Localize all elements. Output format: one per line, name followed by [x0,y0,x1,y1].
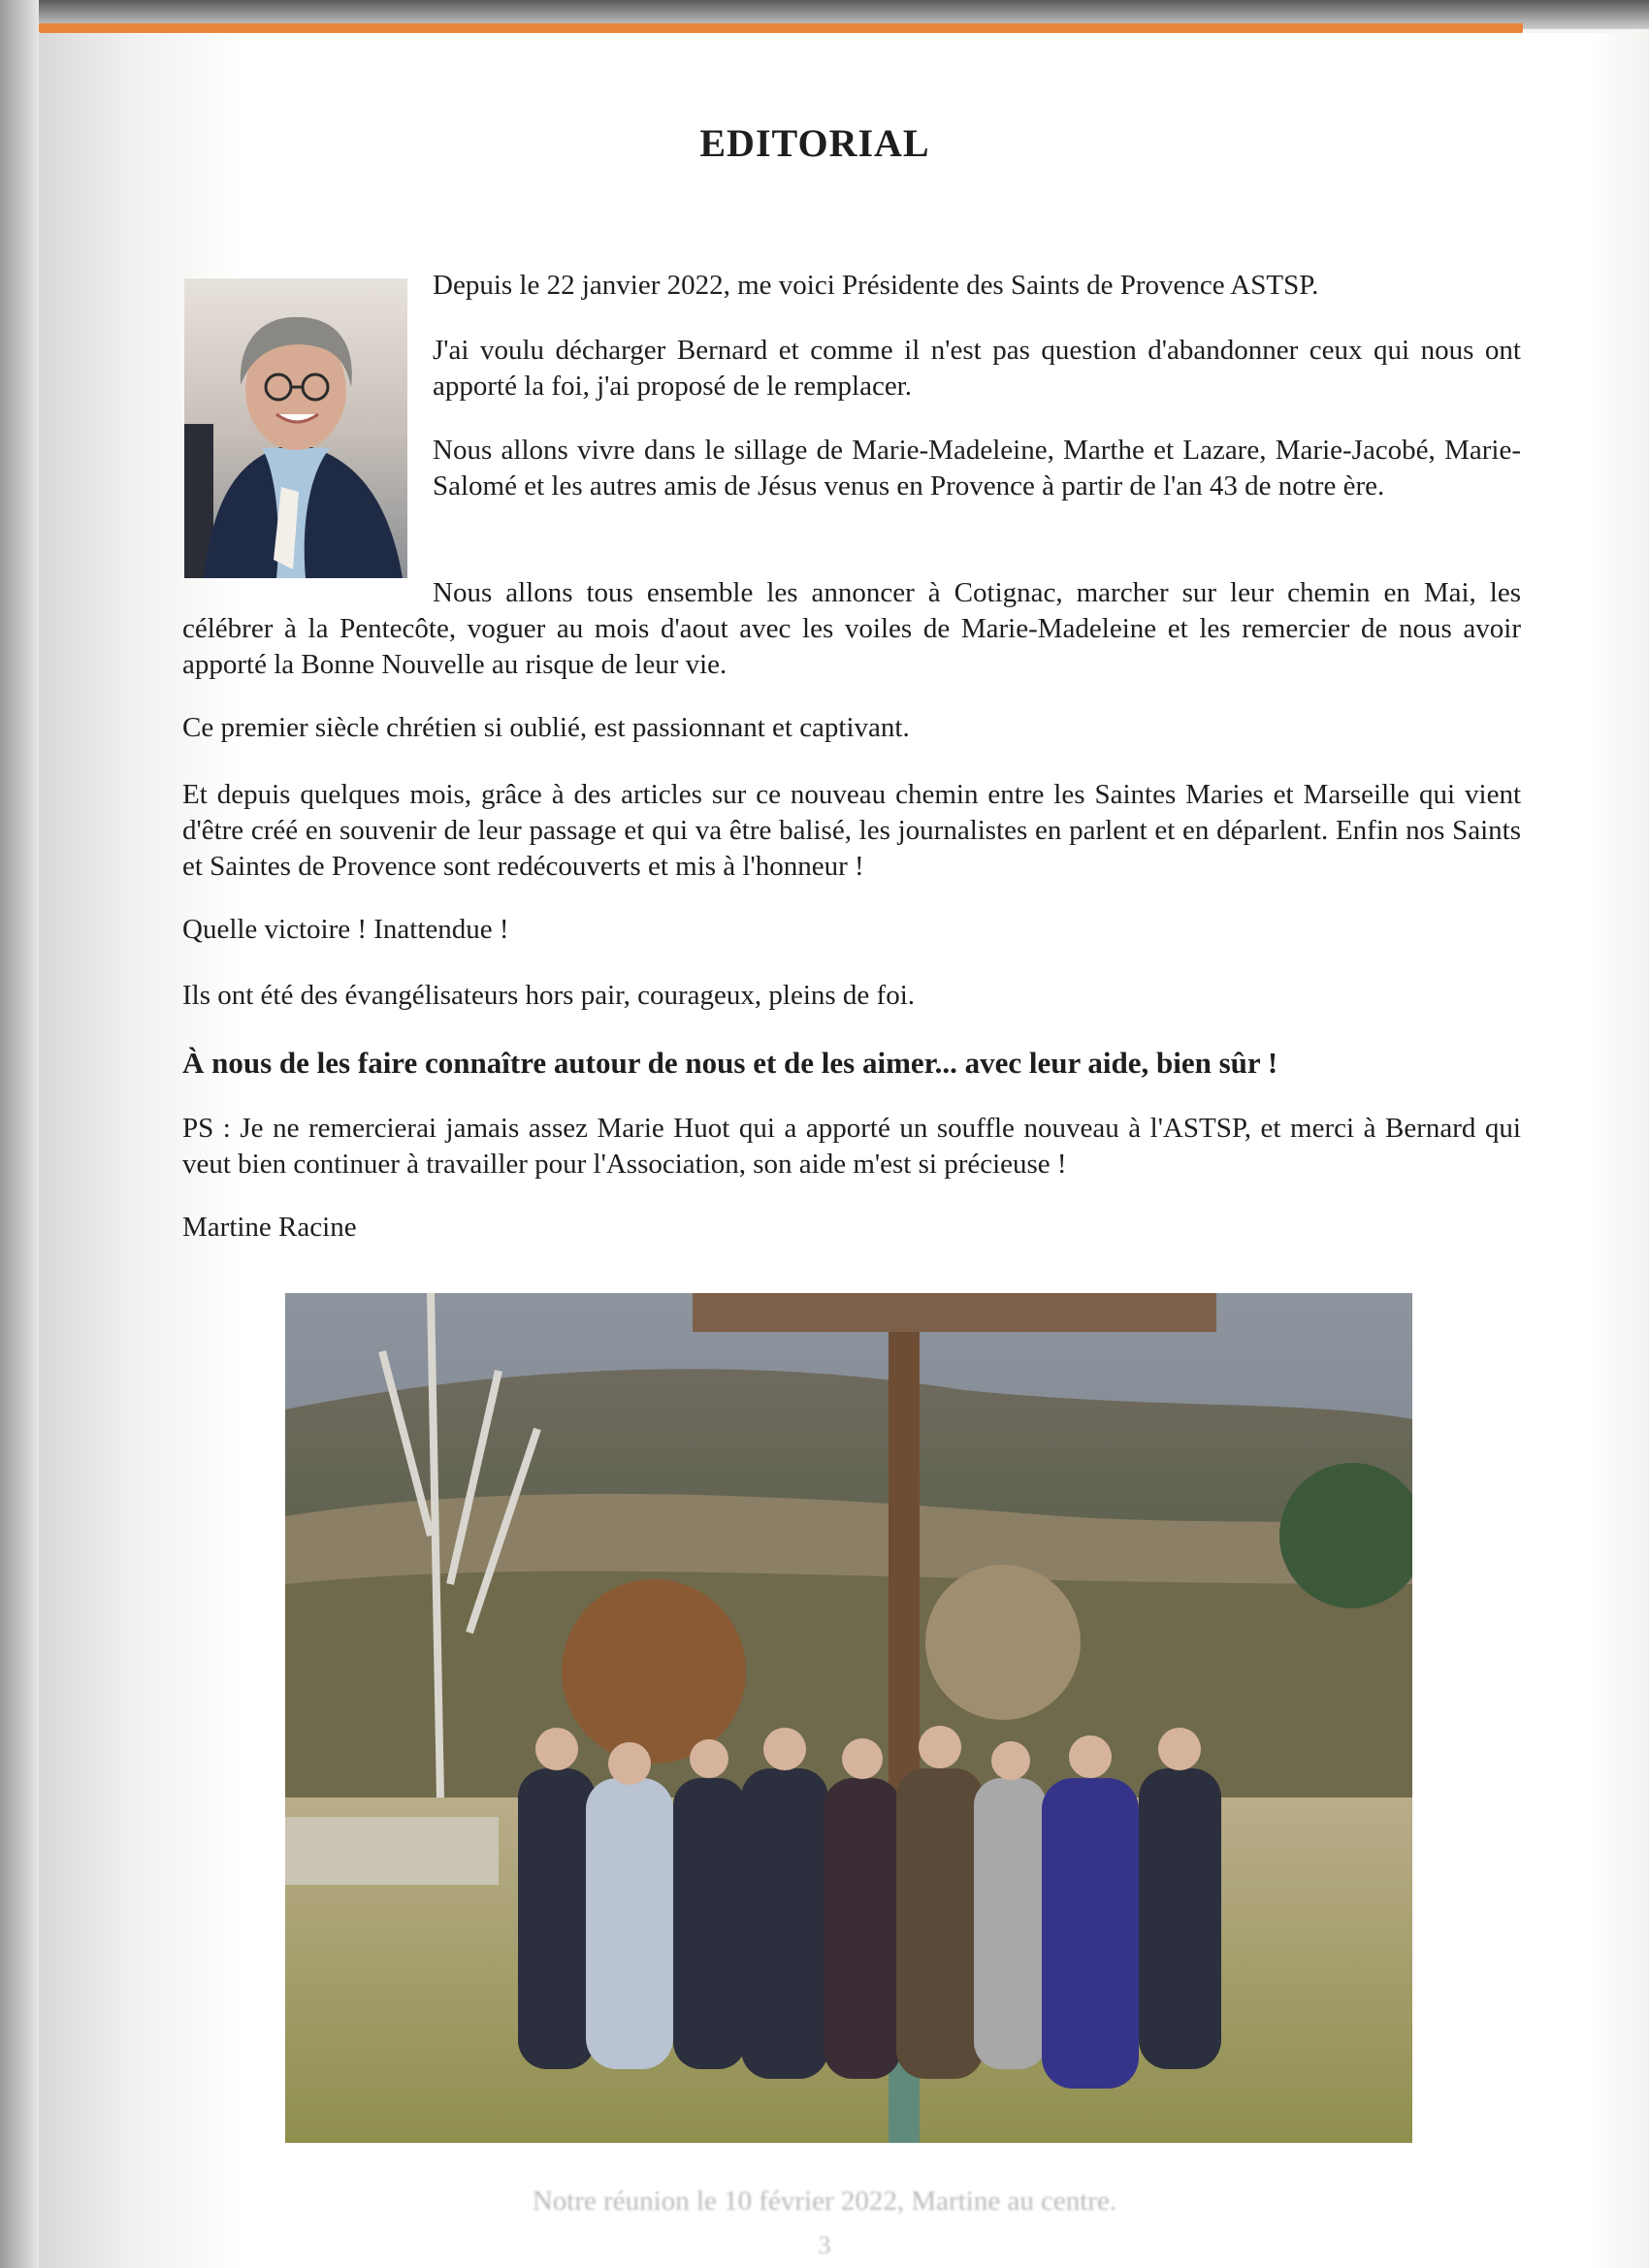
page-number: 3 [818,2231,831,2259]
portrait-illustration [184,278,407,578]
paragraph-4: Nous allons tous ensemble les annoncer à Cotignac, marcher sur leur chemin en Mai, les célébrer à la Pentecôte, voguer au mois d'aout avec les voiles de Marie-Madeleine et les remercier de nous avoir apporté la Bonne Nouvelle au risque de leur vie. [182,577,1521,680]
page-title: EDITORIAL [699,121,930,165]
paragraph-7: Quelle victoire ! Inattendue ! [182,914,509,945]
paragraph-ps: PS : Je ne remercierai jamais assez Marie Huot qui a apporté un souffle nouveau à l'ASTSP, et merci à Bernard qui veut bien continuer à travailler pour l'Association, son aide m'est si précieuse ! [182,1113,1521,1180]
paragraph-1: Depuis le 22 janvier 2022, me voici Présidente des Saints de Provence ASTSP. [433,270,1319,301]
paragraph-2: J'ai voulu décharger Bernard et comme il n'est pas question d'abandonner ceux qui nous ont apporté la foi, j'ai proposé de le remplacer. [433,335,1521,402]
paragraph-5: Ce premier siècle chrétien si oublié, est passionnant et captivant. [182,712,910,743]
paragraph-8: Ils ont été des évangélisateurs hors pair, courageux, pleins de foi. [182,980,916,1011]
group-photo-illustration [285,1293,1412,2143]
photo-caption: Notre réunion le 10 février 2022, Martine au centre. [532,2186,1117,2217]
group-photo [285,1293,1412,2143]
paragraph-6: Et depuis quelques mois, grâce à des articles sur ce nouveau chemin entre les Saintes Maries et Marseille qui vient d'être créé en souvenir de leur passage et qui va être balisé, les journalistes en parlent et en déparlent. Enfin nos Saints et Saintes de Provence sont redécouverts et mis à l'honneur ! [182,779,1521,882]
author-portrait [184,278,407,578]
scan-left-edge [0,0,39,2268]
orange-strip [39,23,1523,33]
paragraph-highlight: À nous de les faire connaître autour de nous et de les aimer... avec leur aide, bien sûr ! [182,1046,1278,1080]
signature: Martine Racine [182,1212,357,1243]
paragraph-3: Nous allons vivre dans le sillage de Marie-Madeleine, Marthe et Lazare, Marie-Jacobé, Marie-Salomé et les autres amis de Jésus venus en Provence à partir de l'an 43 de notre ère. [433,435,1521,502]
